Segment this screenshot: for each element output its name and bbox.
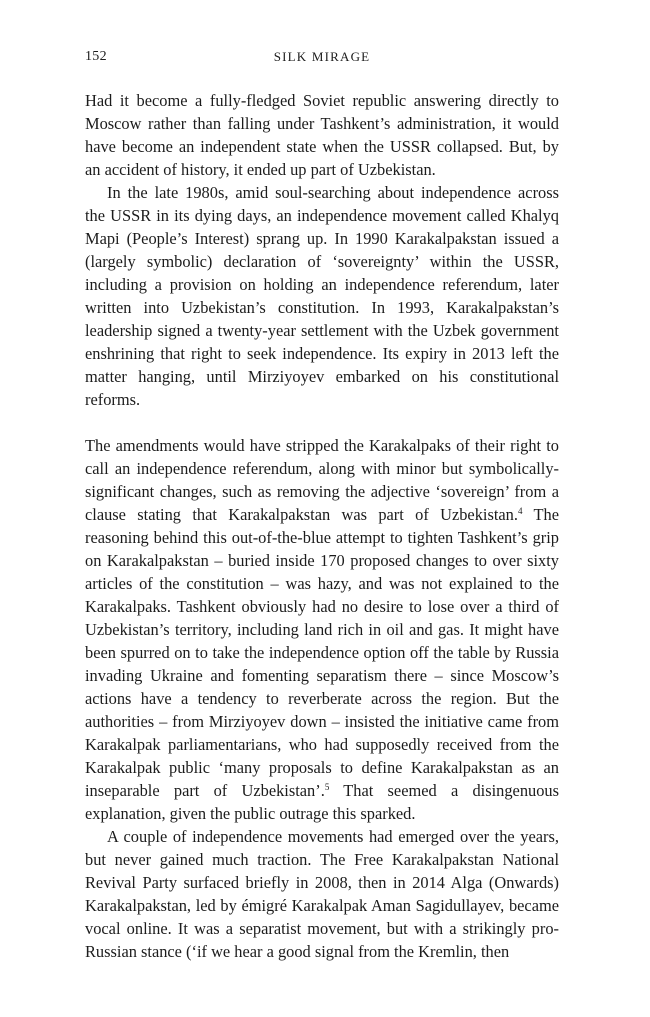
footnote-marker-4: 4 — [517, 506, 523, 516]
paragraph-1: Had it become a fully-fledged Soviet republic answering directly to Moscow rather than falling under Tashkent’s administration, it would have become an independent state when the USSR collapsed. But, by an accident of history, it ended up part of Uzbekistan. — [85, 91, 559, 179]
paragraph-3-text-c: That seemed a disingenuous explanation, given the public outrage this sparked. — [85, 781, 559, 823]
body-text — [85, 89, 559, 963]
paragraph-3-text-b: The reasoning behind this out-of-the-blue attempt to tighten Tashkent’s grip on Karakalpakstan – buried inside 170 proposed changes to over sixty articles of the constitution – was hazy, and was not explained to the Karakalpaks. Tashkent obviously had no desire to lose over a third of Uzbekistan’s territory, including land rich in oil and gas. It might have been spurred on to take the independence option off the table by Russia invading Ukraine and fomenting separatism there – since Moscow’s actions have a tendency to reverberate across the region. But the authorities – from Mirziyoyev down – insisted the initiative came from Karakalpak parliamentarians, who had supposedly received from the Karakalpak public ‘many proposals to define Karakalpakstan as an inseparable part of Uzbekistan’. — [85, 505, 559, 800]
running-head — [85, 49, 559, 69]
paragraph-3 — [85, 434, 559, 825]
paragraph-2: In the late 1980s, amid soul-searching about independence across the USSR in its dying days, an independence movement called Khalyq Mapi (People’s Interest) sprang up. In 1990 Karakalpakstan issued a (largely symbolic) declaration of ‘sovereignty’ within the USSR, including a provision on holding an independence referendum, later written into Uzbekistan’s constitution. In 1993, Karakalpakstan’s leadership signed a twenty-year settlement with the Uzbek government enshrining that right to seek independence. Its expiry in 2013 left the matter hanging, until Mirziyoyev embarked on his constitutional reforms. — [85, 183, 559, 409]
running-title: SILK MIRAGE — [273, 49, 371, 64]
footnote-marker-5: 5 — [324, 782, 330, 792]
page-number: 152 — [85, 49, 107, 64]
paragraph-3-text-a: The amendments would have stripped the Karakalpaks of their right to call an independence referendum, along with minor but symbolically-significant changes, such as removing the adjective ‘sovereign’ from a clause stating that Karakalpakstan was part of Uzbekistan. — [85, 436, 559, 524]
paragraph-4: A couple of independence movements had emerged over the years, but never gained much traction. The Free Karakalpakstan National Revival Party surfaced briefly in 2008, then in 2014 Alga (Onwards) Karakalpakstan, led by émigré Karakalpak Aman Sagidullayev, became vocal online. It was a separatist movement, but with a strikingly pro-Russian stance (‘if we hear a good signal from the Kremlin, then — [85, 827, 559, 961]
